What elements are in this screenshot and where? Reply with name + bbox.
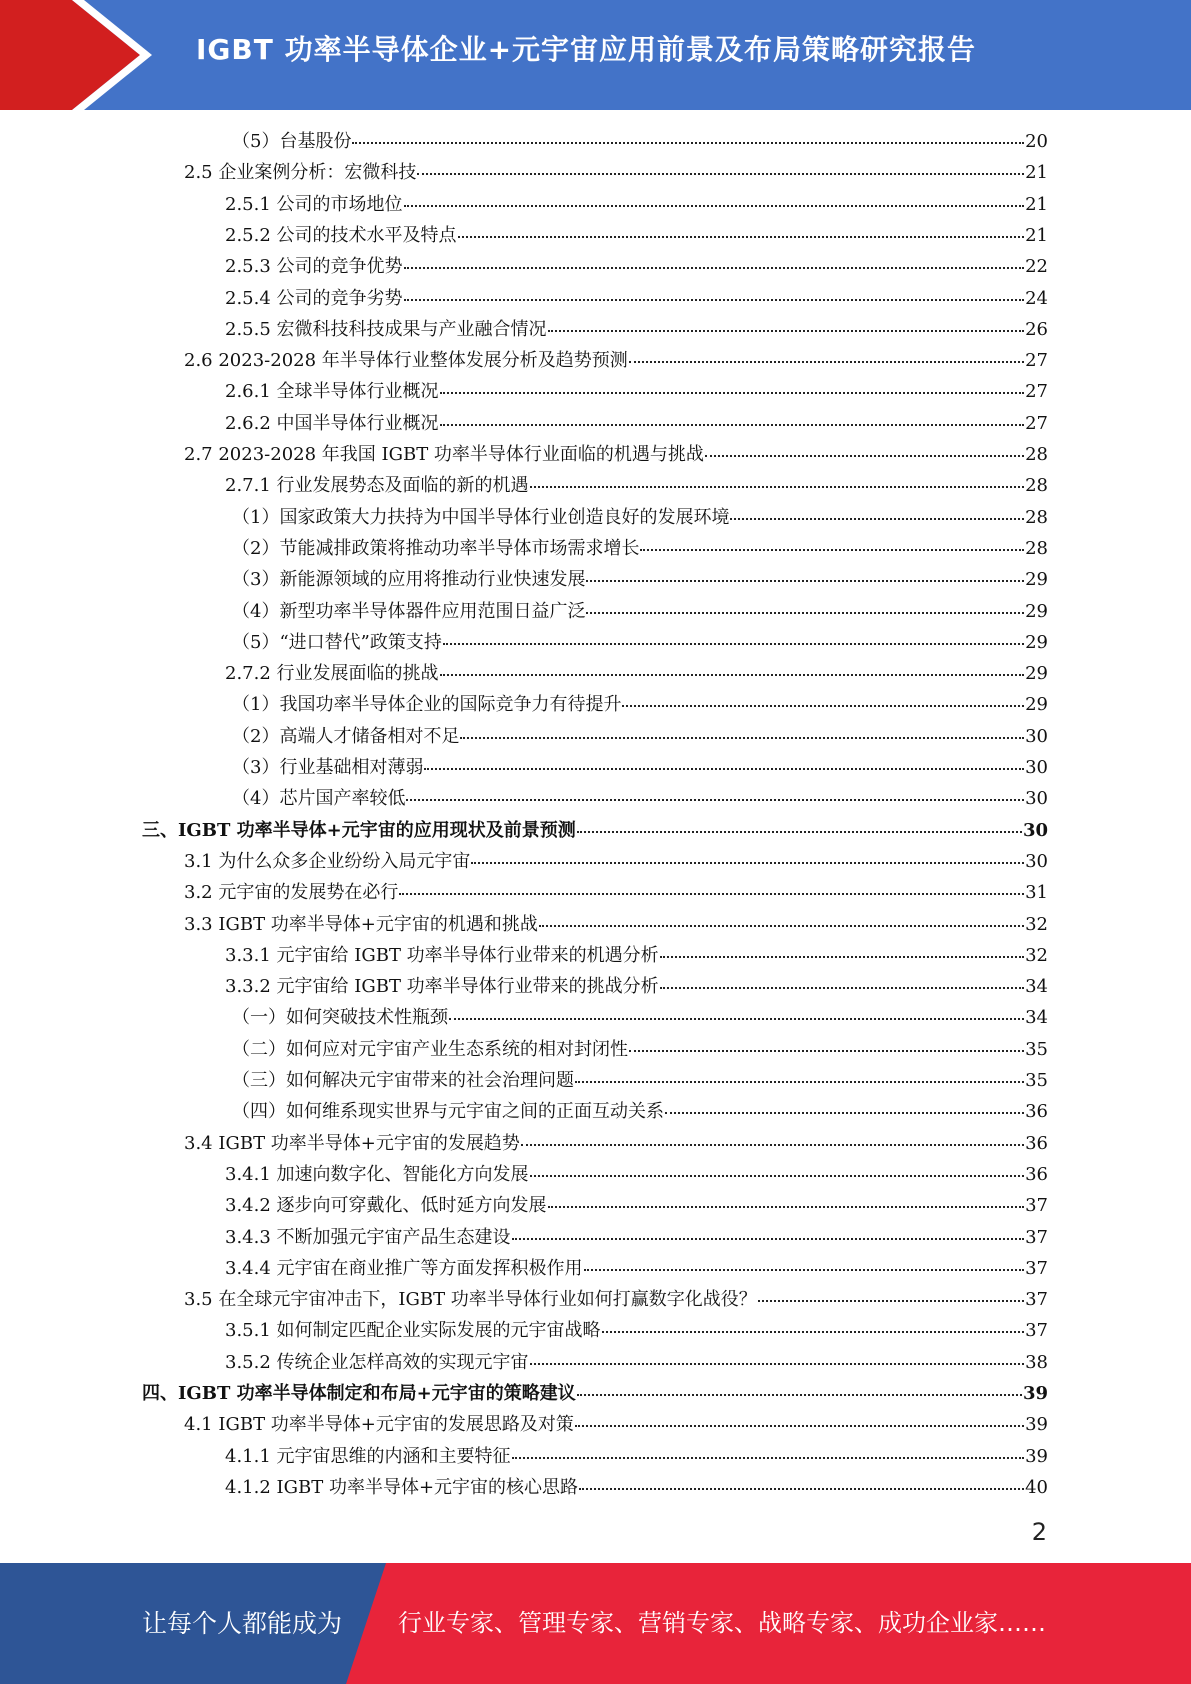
toc-dot-leader	[440, 673, 1025, 676]
toc-entry[interactable]	[232, 689, 1048, 720]
toc-entry[interactable]	[232, 627, 1048, 658]
toc-entry-page: 35	[1025, 1070, 1048, 1091]
toc-entry-page: 37	[1025, 1257, 1048, 1279]
toc-entry-page: 30	[1025, 850, 1048, 872]
toc-dot-leader	[586, 611, 1024, 614]
toc-entry-page: 28	[1025, 444, 1048, 465]
toc-entry-page: 36	[1025, 1163, 1048, 1185]
toc-entry-page: 39	[1022, 1383, 1048, 1404]
toc-entry-title: 4.1 IGBT 功率半导体+元宇宙的发展思路及对策	[184, 1414, 574, 1436]
toc-dot-leader	[575, 1080, 1024, 1083]
toc-entry-page: 20	[1025, 131, 1048, 152]
toc-entry-title: 2.5 企业案例分析：宏微科技	[184, 162, 417, 184]
toc-entry-title: （四）如何维系现实世界与元宇宙之间的正面互动关系	[232, 1101, 664, 1123]
toc-entry-title: （5）“进口替代”政策支持	[232, 631, 442, 653]
toc-entry-page: 39	[1025, 1414, 1048, 1436]
toc-entry-page: 30	[1022, 819, 1048, 841]
toc-entry-title: （1）国家政策大力扶持为中国半导体行业创造良好的发展环境	[232, 506, 730, 528]
toc-entry-page: 27	[1025, 350, 1048, 372]
toc-entry-page: 30	[1025, 725, 1048, 747]
toc-entry-title: 3.2 元宇宙的发展势在必行	[184, 882, 399, 904]
toc-entry-page: 37	[1025, 1226, 1048, 1248]
toc-entry-title: 3.1 为什么众多企业纷纷入局元宇宙	[184, 850, 471, 872]
toc-entry[interactable]	[225, 1472, 1048, 1503]
toc-entry-page: 31	[1025, 882, 1048, 904]
toc-dot-leader	[575, 1424, 1024, 1427]
toc-entry-title: 3.3.2 元宇宙给 IGBT 功率半导体行业带来的挑战分析	[225, 976, 659, 998]
toc-entry[interactable]	[225, 1253, 1048, 1284]
toc-entry-title: （3）行业基础相对薄弱	[232, 757, 424, 778]
toc-entry-title: 三、IGBT 功率半导体+元宇宙的应用现状及前景预测	[142, 819, 576, 841]
toc-dot-leader	[548, 1205, 1025, 1208]
toc-entry-page: 34	[1025, 976, 1048, 998]
toc-entry-page: 35	[1025, 1038, 1048, 1060]
toc-dot-leader	[521, 1143, 1024, 1146]
toc-dot-leader	[629, 360, 1024, 363]
toc-entry-page: 30	[1025, 757, 1048, 778]
toc-entry[interactable]	[225, 408, 1048, 439]
toc-entry-page: 24	[1025, 287, 1048, 309]
toc-entry[interactable]	[142, 815, 1048, 846]
toc-dot-leader	[512, 1456, 1025, 1459]
toc-entry[interactable]	[225, 1441, 1048, 1472]
toc-entry-page: 21	[1025, 224, 1048, 246]
toc-dot-leader	[665, 1111, 1024, 1114]
toc-entry-title: （4）新型功率半导体器件应用范围日益广泛	[232, 600, 586, 622]
toc-entry-page: 29	[1025, 600, 1048, 622]
toc-entry-title: 2.7.2 行业发展面临的挑战	[225, 663, 439, 685]
toc-entry[interactable]	[184, 345, 1048, 376]
toc-dot-leader	[660, 955, 1024, 958]
toc-dot-leader	[730, 517, 1024, 520]
toc-dot-leader	[404, 204, 1025, 207]
toc-dot-leader	[640, 548, 1024, 551]
toc-entry[interactable]	[232, 596, 1048, 627]
report-footer	[0, 1563, 1191, 1684]
toc-dot-leader	[440, 391, 1025, 394]
toc-entry-title: 2.6.2 中国半导体行业概况	[225, 412, 439, 434]
toc-dot-leader	[622, 704, 1024, 707]
toc-entry[interactable]	[225, 658, 1048, 689]
toc-entry[interactable]	[232, 502, 1048, 533]
toc-dot-leader	[512, 1237, 1025, 1240]
toc-entry-page: 38	[1025, 1351, 1048, 1373]
toc-entry[interactable]	[184, 909, 1048, 940]
toc-entry-title: 3.5 在全球元宇宙冲击下，IGBT 功率半导体行业如何打赢数字化战役？	[184, 1289, 757, 1311]
toc-dot-leader	[449, 1017, 1024, 1020]
toc-entry[interactable]	[225, 971, 1048, 1002]
toc-entry-page: 28	[1025, 537, 1048, 559]
toc-dot-leader	[443, 642, 1024, 645]
toc-entry-title: 3.3.1 元宇宙给 IGBT 功率半导体行业带来的机遇分析	[225, 944, 659, 966]
toc-dot-leader	[399, 892, 1024, 895]
toc-entry-page: 26	[1025, 318, 1048, 340]
toc-entry[interactable]	[232, 126, 1048, 157]
toc-dot-leader	[460, 736, 1024, 739]
toc-entry[interactable]	[232, 1002, 1048, 1033]
toc-entry-page: 22	[1025, 256, 1048, 278]
toc-entry[interactable]	[225, 283, 1048, 314]
toc-dot-leader	[406, 798, 1024, 801]
toc-entry[interactable]	[225, 251, 1048, 282]
toc-entry[interactable]	[184, 439, 1048, 470]
page-number: 2	[1031, 1518, 1047, 1546]
toc-entry-title: 2.6 2023-2028 年半导体行业整体发展分析及趋势预测	[184, 350, 628, 372]
toc-entry[interactable]	[232, 752, 1048, 783]
toc-dot-leader	[577, 830, 1022, 833]
toc-dot-leader	[629, 1049, 1024, 1052]
toc-entry-title: （3）新能源领域的应用将推动行业快速发展	[232, 569, 586, 591]
toc-entry-title: （2）高端人才储备相对不足	[232, 725, 460, 747]
toc-dot-leader	[417, 172, 1024, 175]
toc-dot-leader	[548, 329, 1025, 332]
toc-entry[interactable]	[232, 721, 1048, 752]
toc-entry[interactable]	[225, 376, 1048, 407]
report-title: IGBT 功率半导体企业+元宇宙应用前景及布局策略研究报告	[196, 33, 977, 66]
toc-entry-title: 3.5.2 传统企业怎样高效的实现元宇宙	[225, 1351, 529, 1373]
toc-entry[interactable]	[232, 1096, 1048, 1127]
toc-dot-leader	[602, 1330, 1025, 1333]
toc-dot-leader	[440, 423, 1025, 426]
toc-entry-title: 2.7 2023-2028 年我国 IGBT 功率半导体行业面临的机遇与挑战	[184, 444, 704, 465]
toc-entry-title: （5）台基股份	[232, 131, 352, 152]
toc-entry[interactable]	[225, 1190, 1048, 1221]
toc-entry-title: 2.5.3 公司的竞争优势	[225, 256, 403, 278]
toc-entry-page: 27	[1025, 381, 1048, 403]
toc-entry-title: 3.4.3 不断加强元宇宙产品生态建设	[225, 1226, 511, 1248]
toc-entry[interactable]	[232, 783, 1048, 814]
toc-entry-title: 3.4.4 元宇宙在商业推广等方面发挥积极作用	[225, 1257, 583, 1279]
toc-entry-title: 3.4 IGBT 功率半导体+元宇宙的发展趋势	[184, 1132, 520, 1154]
toc-entry-title: （三）如何解决元宇宙带来的社会治理问题	[232, 1070, 574, 1091]
toc-dot-leader	[530, 1362, 1025, 1365]
toc-dot-leader	[705, 454, 1024, 457]
toc-entry-title: 4.1.2 IGBT 功率半导体+元宇宙的核心思路	[225, 1476, 579, 1498]
toc-entry-title: （2）节能减排政策将推动功率半导体市场需求增长	[232, 537, 640, 559]
toc-entry[interactable]	[184, 846, 1048, 877]
toc-entry-page: 29	[1025, 663, 1048, 685]
toc-entry[interactable]	[184, 1284, 1048, 1315]
toc-entry-page: 37	[1025, 1195, 1048, 1217]
toc-entry-page: 27	[1025, 412, 1048, 434]
toc-entry[interactable]	[232, 1034, 1048, 1065]
toc-entry[interactable]	[184, 1409, 1048, 1440]
toc-entry-title: 3.4.2 逐步向可穿戴化、低时延方向发展	[225, 1195, 547, 1217]
toc-dot-leader	[352, 141, 1024, 144]
toc-entry-title: （4）芯片国产率较低	[232, 788, 406, 810]
toc-entry-page: 32	[1025, 913, 1048, 935]
toc-dot-leader	[471, 861, 1024, 864]
toc-entry-title: 2.5.4 公司的竞争劣势	[225, 287, 403, 309]
footer-slogan-left: 让每个人都能成为	[142, 1609, 343, 1638]
toc-entry[interactable]	[225, 314, 1048, 345]
toc-entry[interactable]	[225, 220, 1048, 251]
toc-entry-page: 21	[1025, 162, 1048, 184]
toc-dot-leader	[586, 579, 1024, 582]
toc-dot-leader	[404, 298, 1025, 301]
toc-entry[interactable]	[184, 157, 1048, 188]
toc-entry[interactable]	[232, 533, 1048, 564]
toc-entry[interactable]	[225, 940, 1048, 971]
toc-dot-leader	[539, 924, 1024, 927]
toc-entry-title: 2.7.1 行业发展势态及面临的新的机遇	[225, 475, 529, 497]
toc-entry-title: （1）我国功率半导体企业的国际竞争力有待提升	[232, 694, 622, 716]
toc-entry[interactable]	[232, 1065, 1048, 1096]
toc-entry-title: 2.6.1 全球半导体行业概况	[225, 381, 439, 403]
toc-entry-page: 36	[1025, 1101, 1048, 1123]
toc-entry-page: 28	[1025, 475, 1048, 497]
toc-entry-page: 29	[1025, 631, 1048, 653]
toc-entry[interactable]	[225, 1159, 1048, 1190]
footer-slogan-right: 行业专家、管理专家、营销专家、战略专家、成功企业家……	[398, 1609, 1046, 1637]
toc-dot-leader	[579, 1487, 1024, 1490]
toc-entry[interactable]	[225, 1222, 1048, 1253]
toc-entry-page: 37	[1025, 1320, 1048, 1342]
toc-entry-title: 3.5.1 如何制定匹配企业实际发展的元宇宙战略	[225, 1320, 601, 1342]
toc-entry-title: 3.3 IGBT 功率半导体+元宇宙的机遇和挑战	[184, 913, 538, 935]
toc-entry[interactable]	[184, 877, 1048, 908]
toc-entry-page: 29	[1025, 694, 1048, 716]
toc-entry-title: 2.5.1 公司的市场地位	[225, 193, 403, 215]
toc-dot-leader	[758, 1299, 1024, 1302]
toc-dot-leader	[577, 1393, 1022, 1396]
toc-entry-page: 21	[1025, 193, 1048, 215]
toc-dot-leader	[424, 767, 1024, 770]
toc-entry-page: 30	[1025, 788, 1048, 810]
report-header	[0, 0, 1191, 110]
toc-dot-leader	[404, 266, 1025, 269]
toc-entry-page: 39	[1025, 1445, 1048, 1467]
toc-entry-page: 36	[1025, 1132, 1048, 1154]
toc-dot-leader	[530, 485, 1025, 488]
toc-entry-page: 37	[1025, 1289, 1048, 1311]
toc-entry-page: 34	[1025, 1007, 1048, 1029]
toc-entry-title: 3.4.1 加速向数字化、智能化方向发展	[225, 1163, 529, 1185]
toc-entry-title: 2.5.5 宏微科技科技成果与产业融合情况	[225, 318, 547, 340]
toc-entry-page: 29	[1025, 569, 1048, 591]
toc-dot-leader	[660, 986, 1024, 989]
toc-dot-leader	[584, 1268, 1025, 1271]
toc-entry-page: 32	[1025, 944, 1048, 966]
toc-entry[interactable]	[225, 1347, 1048, 1378]
toc-entry[interactable]	[225, 470, 1048, 501]
toc-dot-leader	[530, 1174, 1025, 1177]
toc-entry-title: 4.1.1 元宇宙思维的内涵和主要特征	[225, 1445, 511, 1467]
toc-entry-title: 2.5.2 公司的技术水平及特点	[225, 224, 457, 246]
toc-entry[interactable]	[142, 1378, 1048, 1409]
toc-entry[interactable]	[184, 1128, 1048, 1159]
toc-entry-page: 40	[1025, 1476, 1048, 1498]
toc-entry[interactable]	[225, 189, 1048, 220]
toc-entry-title: （一）如何突破技术性瓶颈	[232, 1007, 448, 1029]
toc-entry-page: 28	[1025, 506, 1048, 528]
toc-entry[interactable]	[225, 1315, 1048, 1346]
toc-entry-title: 四、IGBT 功率半导体制定和布局+元宇宙的策略建议	[142, 1383, 576, 1404]
toc-entry-title: （二）如何应对元宇宙产业生态系统的相对封闭性	[232, 1038, 628, 1060]
toc-entry[interactable]	[232, 564, 1048, 595]
toc-dot-leader	[458, 235, 1025, 238]
